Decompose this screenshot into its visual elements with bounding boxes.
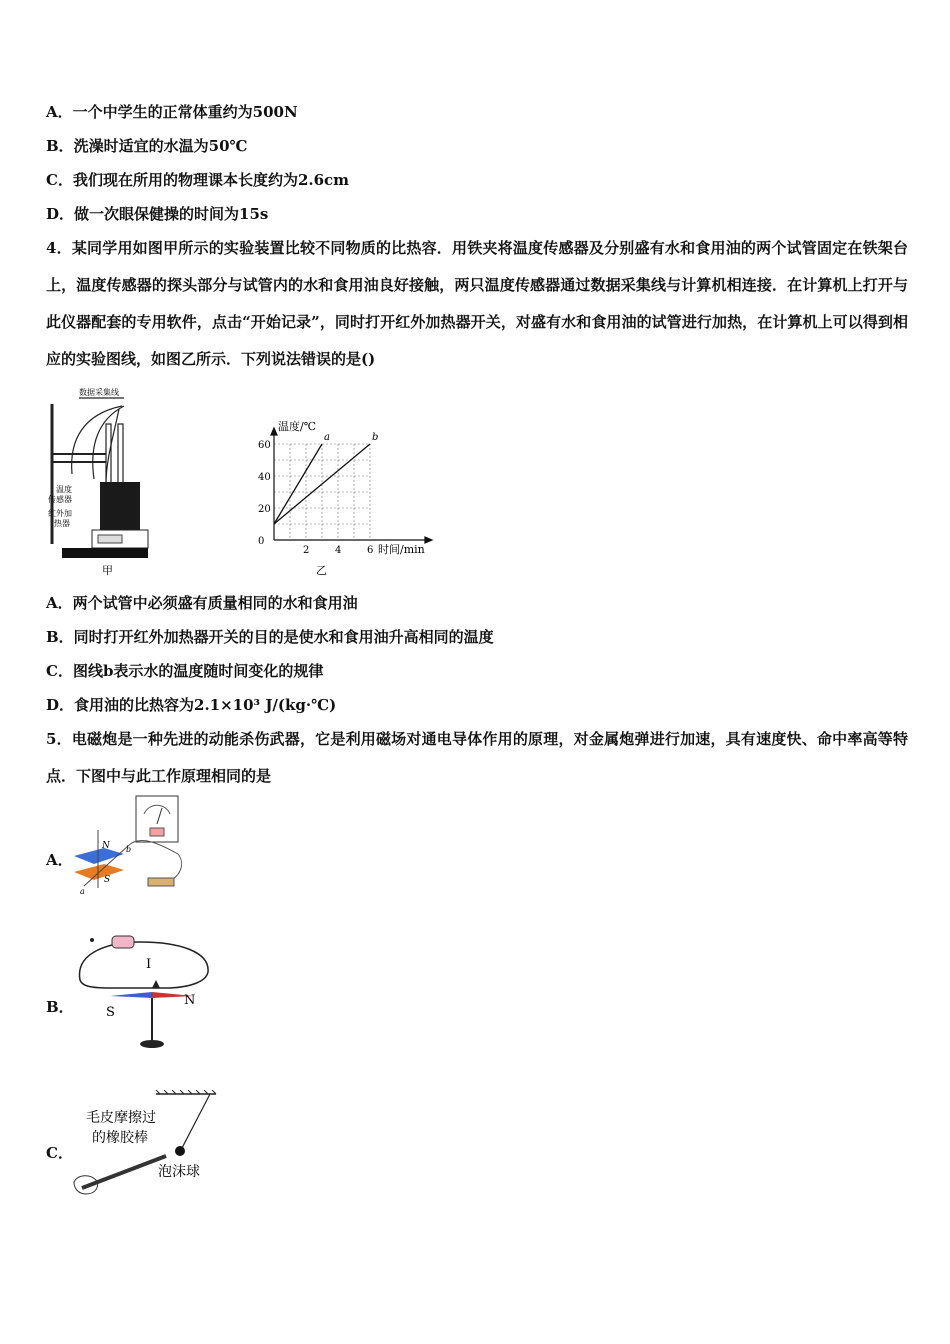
label-heater-line2: 热器 <box>54 519 70 528</box>
fig-a-b: b <box>126 845 132 854</box>
fig-a-n: N <box>102 841 110 851</box>
figure-jia-apparatus <box>44 384 164 580</box>
y-tick-label: 40 <box>258 472 271 483</box>
q5-stem: 5．电磁炮是一种先进的动能杀伤武器，它是利用磁场对通电导体作用的原理，对金属炮弹进行加速，具有速度快、命中率高等特点．下图中与此工作原理相同的是 <box>46 730 908 785</box>
fig-c-rod-line2: 的橡胶棒 <box>92 1130 148 1146</box>
x-tick-label: 6 <box>367 545 374 556</box>
fig-b-s: S <box>106 1005 115 1020</box>
q3-option-d: D．做一次眼保健操的时间为15s <box>46 205 269 223</box>
y-tick-label: 20 <box>258 504 271 515</box>
y-tick-label: 60 <box>258 440 271 451</box>
label-heater-line1: 红外加 <box>48 509 72 518</box>
q5-option-a-label: A． <box>46 851 73 869</box>
label-sensor-line1: 温度 <box>56 485 72 494</box>
y-axis-arrow <box>271 428 277 435</box>
q5-figure-b-oersted <box>70 932 215 1056</box>
q4-option-c: C．图线b表示水的温度随时间变化的规律 <box>46 662 324 680</box>
fig-b-i: I <box>146 957 152 972</box>
x-tick-label: 4 <box>335 545 342 556</box>
x-tick-label: 2 <box>303 545 310 556</box>
label-data-cable: 数据采集线 <box>79 388 119 397</box>
q4-option-a: A．两个试管中必须盛有质量相同的水和食用油 <box>46 594 358 612</box>
q5-option-b-label: B． <box>46 998 74 1016</box>
q4-option-d: D．食用油的比热容为2.1×10³ J/(kg·℃) <box>46 696 337 714</box>
fig-c-rod-line1: 毛皮摩擦过 <box>86 1110 156 1126</box>
q4-stem: 4．某同学用如图甲所示的实验装置比较不同物质的比热容．用铁夹将温度传感器及分别盛有水和食用油的两个试管固定在铁架台上，温度传感器的探头部分与试管内的水和食用油良好接触，两只温度传感器通过数据采集线与计算机相连接．在计算机上打开与此仪器配套的专用软件，点击“开始记录”，同时打开红外加热器开关，对盛有水和食用油的试管进行加热，在计算机上可以得到相应的实验图线，如图乙所示．下列说法错误的是() <box>46 239 908 368</box>
chart-caption: 乙 <box>316 564 327 577</box>
fig-a-s: S <box>104 875 111 885</box>
q5-option-c-label: C． <box>46 1144 73 1162</box>
q3-option-a: A．一个中学生的正常体重约为500N <box>46 103 298 121</box>
chart-ylabel: 温度/℃ <box>278 420 317 433</box>
q5-figure-a-generator <box>70 794 185 898</box>
q3-option-b: B．洗澡时适宜的水温为50℃ <box>46 137 248 155</box>
chart-xlabel: 时间/min <box>378 543 425 556</box>
x-axis-arrow <box>425 537 432 543</box>
series-line-a <box>274 444 322 524</box>
y-tick-label: 0 <box>258 536 265 547</box>
q3-option-c: C．我们现在所用的物理课本长度约为2.6cm <box>46 171 350 189</box>
caption-jia: 甲 <box>102 564 113 577</box>
series-label-a: a <box>324 432 330 443</box>
figure-yi-chart <box>250 412 450 580</box>
fig-a-a: a <box>80 887 85 896</box>
series-label-b: b <box>372 432 379 443</box>
label-sensor-line2: 传感器 <box>48 495 72 504</box>
fig-c-ball-label: 泡沫球 <box>158 1164 200 1180</box>
q4-option-b: B．同时打开红外加热器开关的目的是使水和食用油升高相同的温度 <box>46 628 494 646</box>
q5-figure-c-charged-rod <box>70 1090 220 1202</box>
fig-b-n: N <box>184 993 196 1008</box>
